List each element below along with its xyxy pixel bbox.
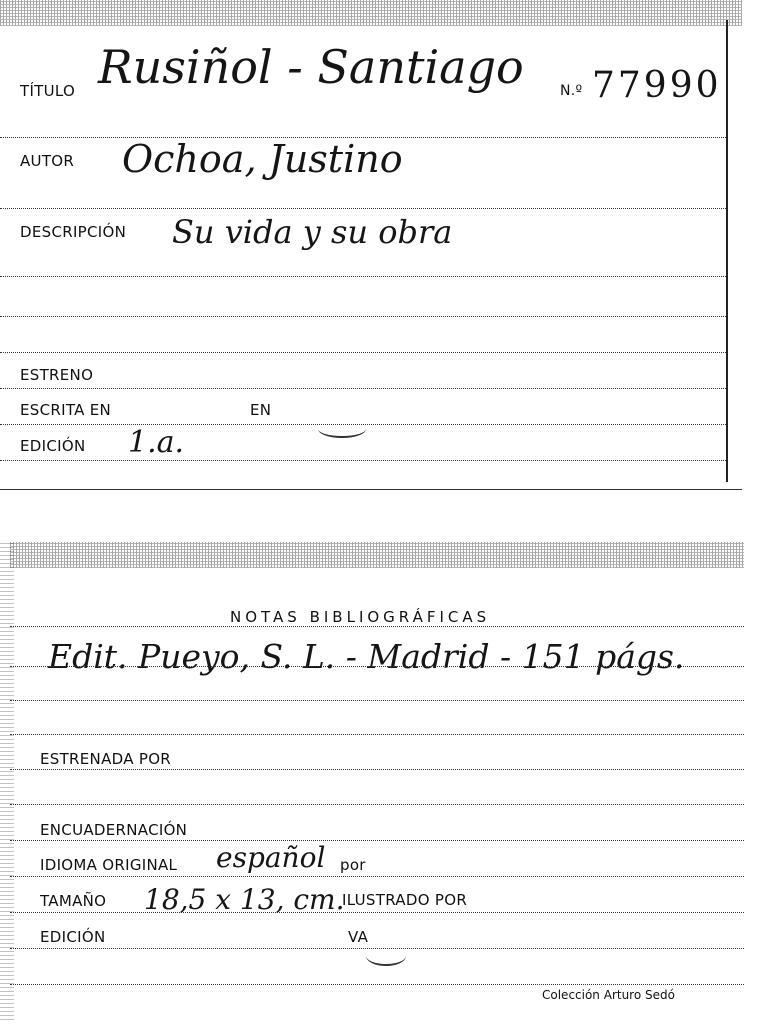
edicion-value: 1.a. xyxy=(128,425,185,460)
edicion-label: EDICIÓN xyxy=(20,437,86,455)
rule xyxy=(10,984,744,985)
titulo-value: Rusiñol - Santiago xyxy=(98,40,524,94)
rule xyxy=(10,734,744,735)
rule xyxy=(0,276,726,277)
titulo-label: TÍTULO xyxy=(20,82,76,100)
rule xyxy=(10,666,744,667)
por-label: por xyxy=(340,856,366,874)
rule xyxy=(10,626,744,627)
en-label: EN xyxy=(250,401,272,419)
estreno-label: ESTRENO xyxy=(20,366,94,384)
escrita-en-label: ESCRITA EN xyxy=(20,401,112,419)
rule xyxy=(10,912,744,913)
ink-mark xyxy=(366,946,406,966)
descripcion-label: DESCRIPCIÓN xyxy=(20,223,127,241)
tamano-label: TAMAÑO xyxy=(40,892,107,910)
rule xyxy=(0,208,726,209)
card-top-texture xyxy=(10,542,744,568)
rule xyxy=(10,876,744,877)
encuadernacion-label: ENCUADERNACIÓN xyxy=(40,821,188,839)
rule xyxy=(0,388,726,389)
numero-label: N.º xyxy=(560,83,583,99)
idioma-original-value: español xyxy=(216,841,326,874)
autor-value: Ochoa, Justino xyxy=(122,137,403,181)
rule xyxy=(10,948,744,949)
rule xyxy=(0,460,726,461)
numero-value: 77990 xyxy=(592,65,722,106)
va-label: VA xyxy=(348,928,369,946)
card-top-texture xyxy=(0,0,742,26)
descripcion-value: Su vida y su obra xyxy=(172,213,453,251)
rule xyxy=(10,769,744,770)
notas-heading: NOTAS BIBLIOGRÁFICAS xyxy=(230,608,491,626)
card-right-border xyxy=(726,20,728,482)
autor-label: AUTOR xyxy=(20,152,75,170)
footer-collection: Colección Arturo Sedó xyxy=(542,988,675,1002)
ink-mark xyxy=(318,420,366,438)
card-separator xyxy=(0,489,742,490)
estrenada-por-label: ESTRENADA POR xyxy=(40,750,172,768)
rule xyxy=(0,316,726,317)
notas-value: Edit. Pueyo, S. L. - Madrid - 151 págs. xyxy=(48,637,685,676)
rule xyxy=(0,352,726,353)
catalog-card-back xyxy=(10,542,744,1020)
rule xyxy=(10,840,744,841)
idioma-original-label: IDIOMA ORIGINAL xyxy=(40,856,178,874)
edicion-label: EDICIÓN xyxy=(40,928,106,946)
rule xyxy=(10,804,744,805)
catalog-card-front xyxy=(0,0,742,492)
tamano-value: 18,5 x 13, cm. xyxy=(144,883,345,916)
ilustrado-por-label: ILUSTRADO POR xyxy=(342,891,468,909)
rule xyxy=(10,700,744,701)
